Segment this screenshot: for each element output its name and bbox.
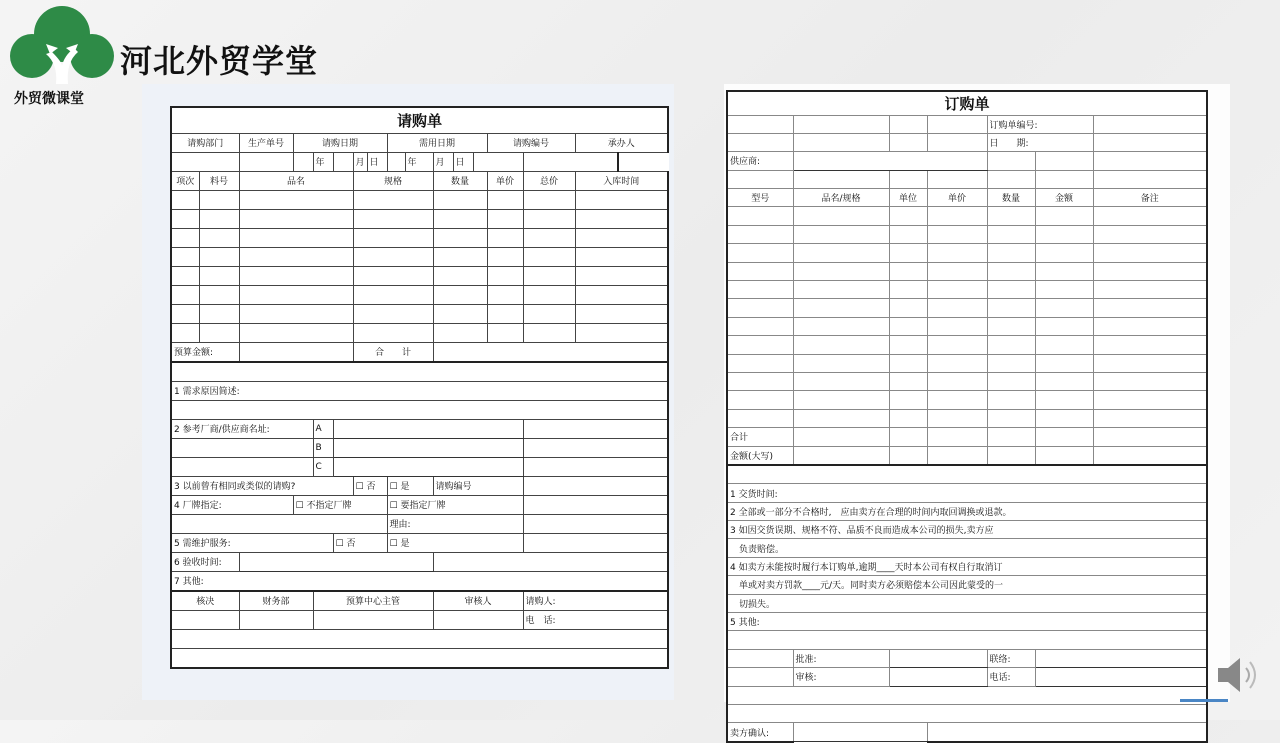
table-row[interactable]: [171, 323, 668, 342]
table-row[interactable]: [727, 244, 1207, 262]
need-month-unit: 月: [433, 152, 453, 171]
supplier-label: 供应商:: [727, 152, 793, 170]
table-row[interactable]: [171, 285, 668, 304]
header-handler: 承办人: [575, 133, 668, 152]
checkbox-icon[interactable]: ☐: [335, 539, 344, 549]
vendor-a-value[interactable]: [333, 419, 523, 438]
approve-label: 批准:: [793, 649, 889, 667]
col-stock-in-time: 入库时间: [575, 171, 668, 190]
date-day-unit: 日: [367, 152, 387, 171]
col-unit-price: 单价: [487, 171, 523, 190]
purchase-order-panel: [724, 84, 1230, 739]
checkbox-icon[interactable]: ☐: [389, 539, 398, 549]
previous-req-no-label: 请购编号: [433, 476, 523, 495]
po-col-remarks: 备注: [1093, 189, 1207, 207]
po-col-qty: 数量: [987, 189, 1035, 207]
seller-confirm-value[interactable]: [793, 723, 927, 742]
no-brand-option[interactable]: [293, 495, 387, 514]
term-4: 4 如卖方未能按时履行本订购单,逾期____天时本公司有权自行取消订: [727, 557, 1207, 575]
vendor-c-value[interactable]: [333, 457, 523, 476]
logo-caption: 外贸微课堂: [14, 91, 84, 107]
vendor-option-b: B: [313, 438, 333, 457]
table-row[interactable]: [727, 207, 1207, 225]
order-date-label: 日 期:: [987, 133, 1093, 151]
vendor-label: 2 参考厂商/供应商名址:: [171, 419, 313, 438]
table-row[interactable]: [171, 228, 668, 247]
no-brand-label: 不指定厂牌: [306, 501, 352, 511]
reviewer-sign[interactable]: [433, 610, 523, 629]
speaker-icon[interactable]: [1214, 652, 1264, 698]
header-req-date: 请购日期: [293, 133, 387, 152]
signoff-requester: 请购人:: [523, 591, 668, 611]
table-row[interactable]: [727, 281, 1207, 299]
requisition-form-panel: [142, 84, 674, 700]
signoff-finance: 财务部: [239, 591, 313, 611]
maintenance-no-option[interactable]: [333, 533, 387, 552]
po-col-amount: 金额: [1035, 189, 1093, 207]
checkbox-icon[interactable]: ☐: [295, 501, 304, 511]
previous-yes-option[interactable]: [387, 476, 433, 495]
table-row[interactable]: [727, 354, 1207, 372]
maintenance-yes-option[interactable]: [387, 533, 523, 552]
term-4-cont: 单或对卖方罚款____元/天。同时卖方必须赔偿本公司因此蒙受的一: [727, 576, 1207, 594]
po-phone-label: 电话:: [987, 668, 1035, 686]
review-value[interactable]: [889, 668, 987, 686]
col-qty: 数量: [433, 171, 487, 190]
checkbox-icon[interactable]: ☐: [389, 501, 398, 511]
signoff-reviewer: 审核人: [433, 591, 523, 611]
po-phone-value[interactable]: [1035, 668, 1207, 686]
header-prod-no: 生产单号: [239, 133, 293, 152]
reason-short-label: 理由:: [387, 514, 523, 533]
table-row[interactable]: [171, 209, 668, 228]
accent-line: [1180, 699, 1228, 702]
term-3: 3 如因交货误期、规格不符、品质不良而造成本公司的损失,卖方应: [727, 521, 1207, 539]
checkbox-icon[interactable]: ☐: [389, 482, 398, 492]
yes-label: 是: [400, 539, 410, 549]
table-row[interactable]: [171, 190, 668, 209]
approve-value[interactable]: [889, 649, 987, 667]
previous-request-label: 3 以前曾有相同或类似的请购?: [171, 476, 353, 495]
brand-designation-label: 4 厂牌指定:: [171, 495, 293, 514]
table-row[interactable]: [727, 391, 1207, 409]
maintenance-label: 5 需维护服务:: [171, 533, 333, 552]
seller-confirm-label: 卖方确认:: [727, 723, 793, 742]
vendor-b-value[interactable]: [333, 438, 523, 457]
order-date-value[interactable]: [1093, 133, 1207, 151]
col-name: 品名: [239, 171, 353, 190]
want-brand-option[interactable]: [387, 495, 523, 514]
term-2: 2 全部或一部分不合格时, 应由卖方在合理的时间内取回调换或退款。: [727, 502, 1207, 520]
term-5: 5 其他:: [727, 613, 1207, 631]
header-need-date: 需用日期: [387, 133, 487, 152]
term-4-cont2: 切损失。: [727, 594, 1207, 612]
finance-sign[interactable]: [239, 610, 313, 629]
table-row[interactable]: [171, 266, 668, 285]
total-label: 合 计: [353, 342, 433, 362]
checkbox-icon[interactable]: ☐: [355, 482, 364, 492]
reason-label: 1 需求原因简述:: [171, 381, 668, 400]
contact-label: 联络:: [987, 649, 1035, 667]
table-row[interactable]: [727, 336, 1207, 354]
table-row[interactable]: [727, 409, 1207, 427]
inspection-value[interactable]: [239, 552, 433, 571]
table-row[interactable]: [171, 247, 668, 266]
total-value[interactable]: [433, 342, 668, 362]
yes-label: 是: [400, 482, 410, 492]
purchase-order-title: 订购单: [727, 91, 1207, 115]
budget-label: 预算金额:: [171, 342, 239, 362]
supplier-value[interactable]: [793, 152, 987, 170]
po-col-name-spec: 品名/规格: [793, 189, 889, 207]
term-1: 1 交货时间:: [727, 484, 1207, 502]
po-total-label: 合计: [727, 428, 793, 446]
header-dept: 请购部门: [171, 133, 239, 152]
table-row[interactable]: [727, 317, 1207, 335]
po-col-unit: 单位: [889, 189, 927, 207]
table-row[interactable]: [727, 299, 1207, 317]
need-year-unit: 年: [405, 152, 433, 171]
requisition-title: 请购单: [171, 107, 668, 133]
table-row[interactable]: [727, 225, 1207, 243]
col-part-no: 料号: [199, 171, 239, 190]
signoff-approve: 核决: [171, 591, 239, 611]
table-row[interactable]: [171, 304, 668, 323]
want-brand-label: 要指定厂牌: [400, 501, 446, 511]
requisition-table: [170, 106, 669, 669]
budget-head-sign[interactable]: [313, 610, 433, 629]
no-label: 否: [366, 482, 376, 492]
signoff-budget-head: 预算中心主管: [313, 591, 433, 611]
previous-no-option[interactable]: [353, 476, 387, 495]
table-row[interactable]: [727, 372, 1207, 390]
no-label: 否: [346, 539, 356, 549]
prod-no-value[interactable]: [239, 152, 293, 171]
req-no-value[interactable]: [473, 152, 523, 171]
po-amount-words-label: 金额(大写): [727, 446, 793, 465]
po-col-model: 型号: [727, 189, 793, 207]
table-row[interactable]: [727, 262, 1207, 280]
po-total-value[interactable]: [1035, 428, 1093, 446]
other-label: 7 其他:: [171, 571, 668, 591]
phone-label: 电 话:: [523, 610, 668, 629]
col-total: 总价: [523, 171, 575, 190]
purchase-order-table: [726, 90, 1208, 743]
contact-value[interactable]: [1035, 649, 1207, 667]
budget-value[interactable]: [239, 342, 353, 362]
inspection-label: 6 验收时间:: [171, 552, 239, 571]
term-3-cont: 负责赔偿。: [727, 539, 1207, 557]
brand-title: 河北外贸学堂: [120, 42, 319, 80]
approve-sign[interactable]: [171, 610, 239, 629]
date-month-unit: 月: [353, 152, 367, 171]
order-no-label: 订购单编号:: [987, 115, 1093, 133]
need-day-unit: 日: [453, 152, 473, 171]
col-item: 项次: [171, 171, 199, 190]
vendor-option-a: A: [313, 419, 333, 438]
order-no-value[interactable]: [1093, 115, 1207, 133]
col-spec: 规格: [353, 171, 433, 190]
po-col-unit-price: 单价: [927, 189, 987, 207]
date-year-unit: 年: [313, 152, 333, 171]
vendor-option-c: C: [313, 457, 333, 476]
dept-value[interactable]: [171, 152, 239, 171]
handler-value[interactable]: [523, 152, 618, 171]
review-label: 审核:: [793, 668, 889, 686]
header-req-no: 请购编号: [487, 133, 575, 152]
